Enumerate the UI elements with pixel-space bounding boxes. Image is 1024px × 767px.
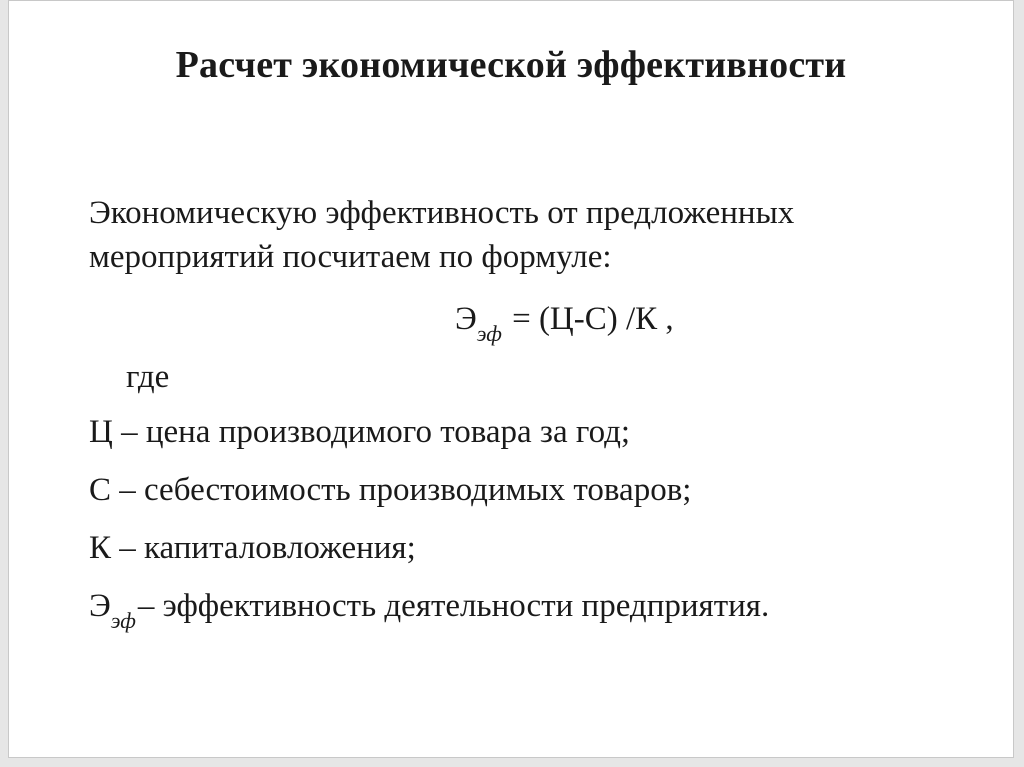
slide xyxy=(8,0,1014,758)
slide-title: Расчет экономической эффективности xyxy=(175,44,847,86)
definition-efficiency-text: – эффективность деятельности предприятия. xyxy=(137,588,770,624)
definition-cost: С – себестоимость производимых товаров; xyxy=(89,472,692,508)
definition-efficiency-symbol: Э xyxy=(89,588,111,624)
intro-line-1: Экономическую эффективность от предложенных xyxy=(89,195,795,231)
definition-efficiency xyxy=(89,586,770,633)
formula-symbol: Э xyxy=(455,301,477,337)
intro-line-2: мероприятий посчитаем по формуле: xyxy=(89,239,612,275)
formula xyxy=(455,299,674,346)
where-label: где xyxy=(126,359,170,395)
definition-capital: К – капиталовложения; xyxy=(89,530,416,566)
definition-price: Ц – цена производимого товара за год; xyxy=(89,414,631,450)
formula-subscript: эф xyxy=(476,321,502,346)
definition-efficiency-subscript: эф xyxy=(110,608,136,633)
formula-expression: = (Ц-С) /К , xyxy=(503,301,674,337)
